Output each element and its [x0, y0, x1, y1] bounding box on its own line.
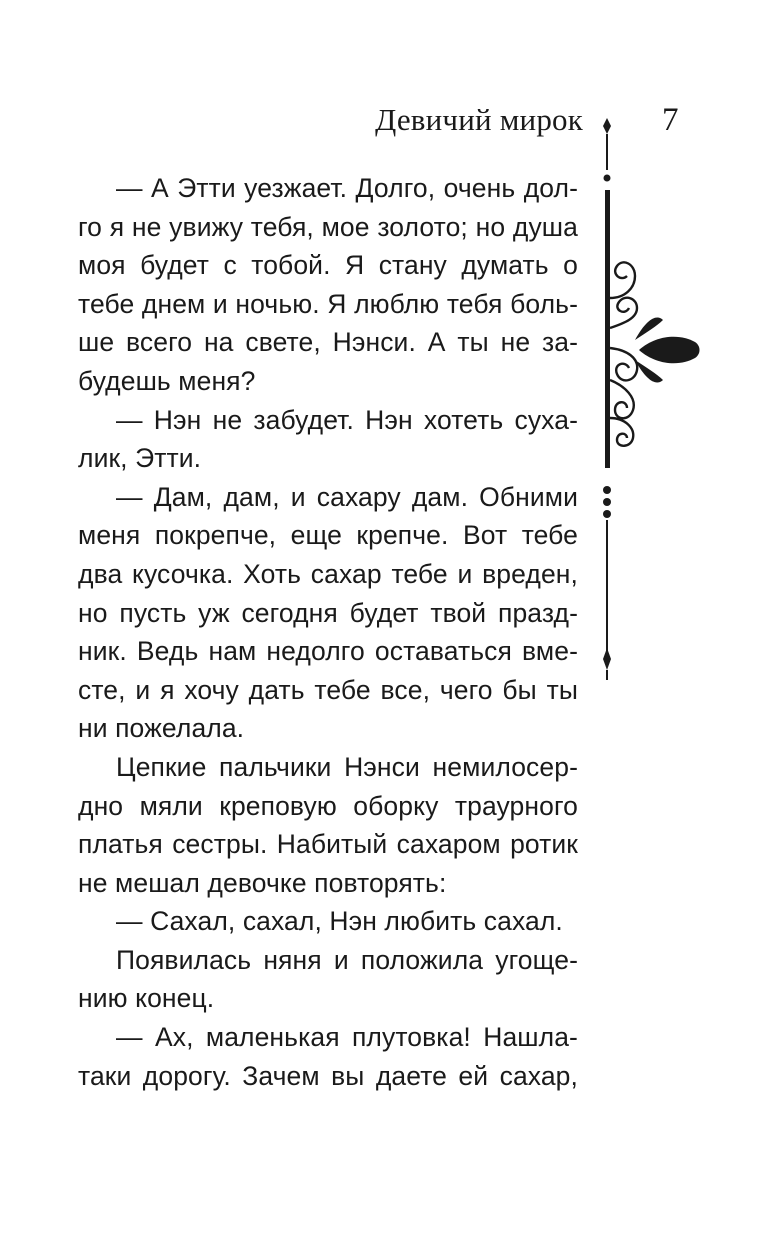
page-number: 7: [662, 102, 679, 138]
decorative-flourish-icon: [595, 118, 705, 688]
text-line: Цепкие пальчики Нэнси немилосер-: [116, 751, 578, 782]
text-line: моя будет с тобой. Я стану думать о: [78, 250, 578, 281]
text-line: — Нэн не забудет. Нэн хотеть суха-: [116, 404, 578, 435]
text-line: дно мяли креповую оборку траурного: [78, 790, 578, 821]
text-line: нию конец.: [78, 983, 215, 1014]
running-title: Девичий мирок: [375, 102, 583, 137]
text-line: не мешал девочке повторять:: [78, 867, 447, 898]
text-line: Появилась няня и положила угоще-: [116, 944, 578, 975]
text-line: — А Этти уезжает. Долго, очень дол-: [116, 173, 578, 203]
text-line: тебе днем и ночью. Я люблю тебя боль-: [78, 288, 578, 319]
text-line: — Ах, маленькая плутовка! Нашла-: [116, 1022, 578, 1053]
text-line: платья сестры. Набитый сахаром ротик: [78, 829, 578, 860]
text-line: — Сахал, сахал, Нэн любить сахал.: [116, 906, 563, 937]
body-text: [78, 169, 578, 1095]
text-line: ник. Ведь нам недолго оставаться вме-: [78, 636, 578, 667]
text-line: лик, Этти.: [78, 443, 202, 474]
text-line: сте, и я хочу дать тебе все, чего бы ты: [78, 674, 578, 705]
text-line: меня покрепче, еще крепче. Вот тебе: [78, 520, 578, 551]
text-line: ни пожелала.: [78, 713, 245, 744]
text-line: таки дорогу. Зачем вы даете ей сахар,: [78, 1060, 578, 1091]
text-line: два кусочка. Хоть сахар тебе и вреден,: [78, 558, 578, 589]
text-line: но пусть уж сегодня будет твой празд-: [78, 597, 578, 628]
text-line: будешь меня?: [78, 365, 256, 396]
text-line: — Дам, дам, и сахару дам. Обними: [116, 481, 578, 512]
text-line: го я не увижу тебя, мое золото; но душа: [78, 211, 578, 242]
text-line: ше всего на свете, Нэнси. А ты не за-: [78, 327, 578, 358]
